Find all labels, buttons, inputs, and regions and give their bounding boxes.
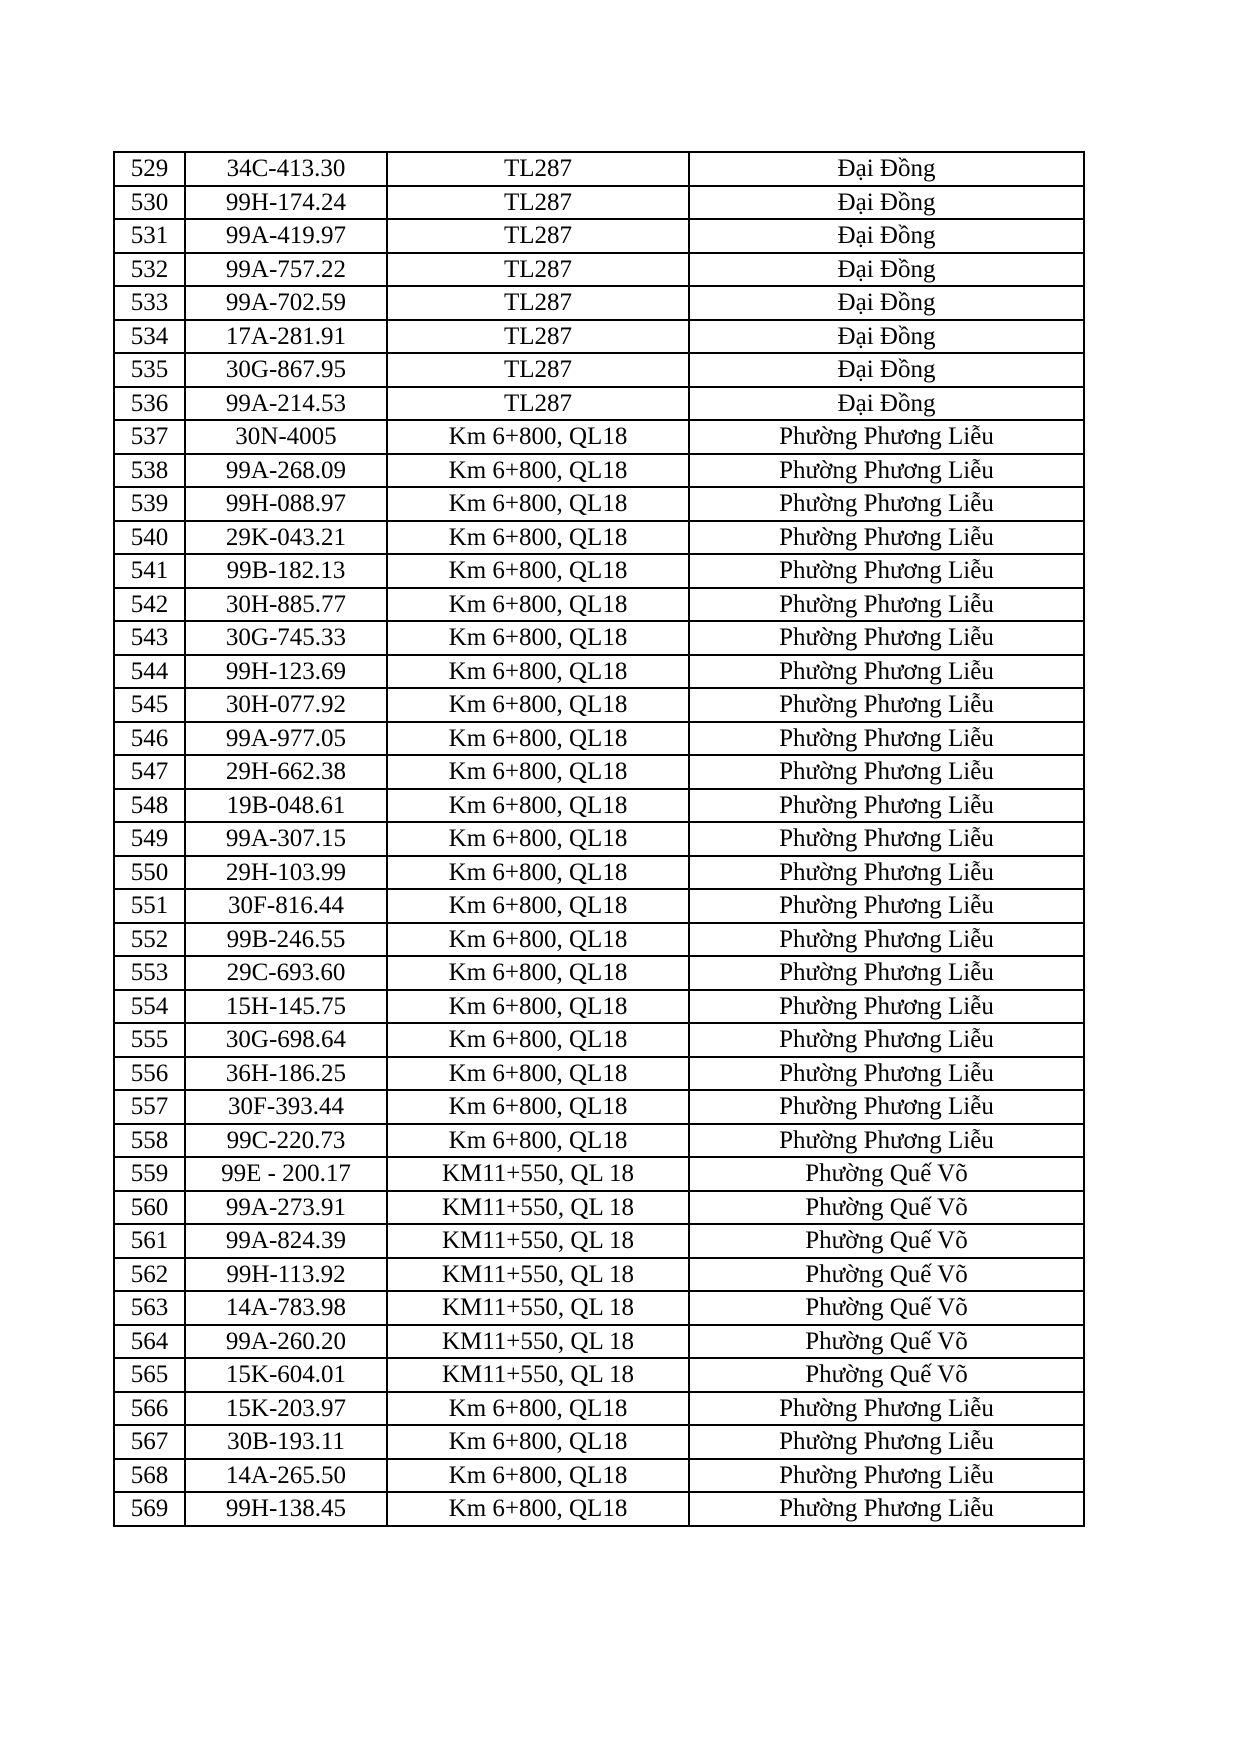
location-cell: Km 6+800, QL18 (387, 923, 689, 957)
table-row (114, 1258, 1084, 1292)
row-number-cell: 536 (114, 387, 185, 421)
table-row (114, 990, 1084, 1024)
table-row (114, 320, 1084, 354)
ward-cell: Phường Phương Liễu (689, 722, 1084, 756)
ward-cell: Phường Phương Liễu (689, 588, 1084, 622)
ward-cell: Phường Phương Liễu (689, 789, 1084, 823)
location-cell: TL287 (387, 253, 689, 287)
row-number-cell: 530 (114, 186, 185, 220)
ward-cell: Đại Đồng (689, 353, 1084, 387)
row-number-cell: 565 (114, 1358, 185, 1392)
row-number-cell: 544 (114, 655, 185, 689)
location-cell: Km 6+800, QL18 (387, 1425, 689, 1459)
license-plate-cell: 99B-182.13 (185, 554, 387, 588)
table-row (114, 1057, 1084, 1091)
ward-cell: Phường Phương Liễu (689, 1492, 1084, 1526)
license-plate-cell: 99H-138.45 (185, 1492, 387, 1526)
table-row (114, 889, 1084, 923)
license-plate-cell: 29H-662.38 (185, 755, 387, 789)
ward-cell: Phường Quế Võ (689, 1358, 1084, 1392)
row-number-cell: 548 (114, 789, 185, 823)
location-cell: KM11+550, QL 18 (387, 1258, 689, 1292)
license-plate-cell: 15H-145.75 (185, 990, 387, 1024)
ward-cell: Đại Đồng (689, 253, 1084, 287)
table-row (114, 588, 1084, 622)
table-row (114, 1358, 1084, 1392)
table-row (114, 1325, 1084, 1359)
table-row (114, 1124, 1084, 1158)
row-number-cell: 538 (114, 454, 185, 488)
table-row (114, 286, 1084, 320)
location-cell: Km 6+800, QL18 (387, 420, 689, 454)
row-number-cell: 531 (114, 219, 185, 253)
row-number-cell: 539 (114, 487, 185, 521)
location-cell: Km 6+800, QL18 (387, 1392, 689, 1426)
table-row (114, 1459, 1084, 1493)
table-row (114, 1291, 1084, 1325)
location-cell: TL287 (387, 286, 689, 320)
table-row (114, 487, 1084, 521)
row-number-cell: 545 (114, 688, 185, 722)
location-cell: TL287 (387, 152, 689, 186)
row-number-cell: 537 (114, 420, 185, 454)
ward-cell: Phường Quế Võ (689, 1325, 1084, 1359)
location-cell: Km 6+800, QL18 (387, 1057, 689, 1091)
ward-cell: Phường Phương Liễu (689, 554, 1084, 588)
row-number-cell: 569 (114, 1492, 185, 1526)
table-row (114, 621, 1084, 655)
location-cell: KM11+550, QL 18 (387, 1291, 689, 1325)
ward-cell: Phường Phương Liễu (689, 923, 1084, 957)
license-plate-cell: 99H-123.69 (185, 655, 387, 689)
location-cell: Km 6+800, QL18 (387, 722, 689, 756)
ward-cell: Đại Đồng (689, 320, 1084, 354)
ward-cell: Phường Phương Liễu (689, 822, 1084, 856)
row-number-cell: 549 (114, 822, 185, 856)
location-cell: TL287 (387, 353, 689, 387)
location-cell: Km 6+800, QL18 (387, 688, 689, 722)
ward-cell: Phường Phương Liễu (689, 956, 1084, 990)
license-plate-cell: 99A-419.97 (185, 219, 387, 253)
location-cell: TL287 (387, 186, 689, 220)
ward-cell: Đại Đồng (689, 186, 1084, 220)
license-plate-cell: 29C-693.60 (185, 956, 387, 990)
license-plate-cell: 30G-745.33 (185, 621, 387, 655)
location-cell: Km 6+800, QL18 (387, 822, 689, 856)
row-number-cell: 560 (114, 1191, 185, 1225)
license-plate-cell: 99H-088.97 (185, 487, 387, 521)
ward-cell: Phường Phương Liễu (689, 454, 1084, 488)
row-number-cell: 554 (114, 990, 185, 1024)
license-plate-cell: 14A-265.50 (185, 1459, 387, 1493)
ward-cell: Phường Phương Liễu (689, 1425, 1084, 1459)
location-cell: Km 6+800, QL18 (387, 856, 689, 890)
row-number-cell: 568 (114, 1459, 185, 1493)
row-number-cell: 535 (114, 353, 185, 387)
license-plate-cell: 30G-867.95 (185, 353, 387, 387)
row-number-cell: 547 (114, 755, 185, 789)
ward-cell: Phường Phương Liễu (689, 1392, 1084, 1426)
row-number-cell: 566 (114, 1392, 185, 1426)
table-row (114, 554, 1084, 588)
location-cell: Km 6+800, QL18 (387, 487, 689, 521)
location-cell: TL287 (387, 387, 689, 421)
ward-cell: Phường Quế Võ (689, 1224, 1084, 1258)
row-number-cell: 534 (114, 320, 185, 354)
ward-cell: Phường Phương Liễu (689, 521, 1084, 555)
license-plate-cell: 30F-393.44 (185, 1090, 387, 1124)
location-cell: Km 6+800, QL18 (387, 554, 689, 588)
license-plate-cell: 99A-268.09 (185, 454, 387, 488)
table-row (114, 353, 1084, 387)
license-plate-cell: 99H-113.92 (185, 1258, 387, 1292)
ward-cell: Đại Đồng (689, 219, 1084, 253)
ward-cell: Đại Đồng (689, 387, 1084, 421)
license-plate-cell: 99A-977.05 (185, 722, 387, 756)
row-number-cell: 533 (114, 286, 185, 320)
row-number-cell: 562 (114, 1258, 185, 1292)
table-row (114, 789, 1084, 823)
ward-cell: Phường Phương Liễu (689, 688, 1084, 722)
license-plate-cell: 17A-281.91 (185, 320, 387, 354)
table-row (114, 856, 1084, 890)
violation-table (113, 151, 1085, 1527)
location-cell: Km 6+800, QL18 (387, 521, 689, 555)
license-plate-cell: 99H-174.24 (185, 186, 387, 220)
license-plate-cell: 99A-214.53 (185, 387, 387, 421)
license-plate-cell: 36H-186.25 (185, 1057, 387, 1091)
license-plate-cell: 34C-413.30 (185, 152, 387, 186)
location-cell: Km 6+800, QL18 (387, 588, 689, 622)
table-row (114, 1392, 1084, 1426)
table-row (114, 253, 1084, 287)
location-cell: Km 6+800, QL18 (387, 454, 689, 488)
ward-cell: Phường Quế Võ (689, 1191, 1084, 1225)
location-cell: Km 6+800, QL18 (387, 621, 689, 655)
ward-cell: Phường Quế Võ (689, 1291, 1084, 1325)
license-plate-cell: 30H-077.92 (185, 688, 387, 722)
license-plate-cell: 30F-816.44 (185, 889, 387, 923)
table-row (114, 755, 1084, 789)
location-cell: TL287 (387, 219, 689, 253)
ward-cell: Phường Phương Liễu (689, 1090, 1084, 1124)
license-plate-cell: 30H-885.77 (185, 588, 387, 622)
row-number-cell: 532 (114, 253, 185, 287)
ward-cell: Đại Đồng (689, 152, 1084, 186)
license-plate-cell: 14A-783.98 (185, 1291, 387, 1325)
ward-cell: Phường Phương Liễu (689, 420, 1084, 454)
location-cell: KM11+550, QL 18 (387, 1191, 689, 1225)
row-number-cell: 561 (114, 1224, 185, 1258)
location-cell: KM11+550, QL 18 (387, 1358, 689, 1392)
row-number-cell: 542 (114, 588, 185, 622)
license-plate-cell: 30N-4005 (185, 420, 387, 454)
license-plate-cell: 99B-246.55 (185, 923, 387, 957)
license-plate-cell: 15K-203.97 (185, 1392, 387, 1426)
row-number-cell: 555 (114, 1023, 185, 1057)
ward-cell: Phường Phương Liễu (689, 889, 1084, 923)
table-row (114, 1191, 1084, 1225)
license-plate-cell: 99A-702.59 (185, 286, 387, 320)
ward-cell: Phường Quế Võ (689, 1258, 1084, 1292)
ward-cell: Phường Phương Liễu (689, 1023, 1084, 1057)
license-plate-cell: 99C-220.73 (185, 1124, 387, 1158)
location-cell: Km 6+800, QL18 (387, 755, 689, 789)
license-plate-cell: 99A-260.20 (185, 1325, 387, 1359)
row-number-cell: 551 (114, 889, 185, 923)
table-row (114, 822, 1084, 856)
license-plate-cell: 19B-048.61 (185, 789, 387, 823)
location-cell: Km 6+800, QL18 (387, 1492, 689, 1526)
location-cell: TL287 (387, 320, 689, 354)
table-row (114, 521, 1084, 555)
location-cell: KM11+550, QL 18 (387, 1325, 689, 1359)
location-cell: Km 6+800, QL18 (387, 990, 689, 1024)
location-cell: Km 6+800, QL18 (387, 789, 689, 823)
table-row (114, 1090, 1084, 1124)
row-number-cell: 559 (114, 1157, 185, 1191)
row-number-cell: 553 (114, 956, 185, 990)
table-row (114, 1492, 1084, 1526)
license-plate-cell: 99A-824.39 (185, 1224, 387, 1258)
license-plate-cell: 99A-307.15 (185, 822, 387, 856)
row-number-cell: 556 (114, 1057, 185, 1091)
row-number-cell: 529 (114, 152, 185, 186)
location-cell: Km 6+800, QL18 (387, 1459, 689, 1493)
table-row (114, 722, 1084, 756)
row-number-cell: 567 (114, 1425, 185, 1459)
license-plate-cell: 99A-757.22 (185, 253, 387, 287)
row-number-cell: 552 (114, 923, 185, 957)
row-number-cell: 546 (114, 722, 185, 756)
license-plate-cell: 30G-698.64 (185, 1023, 387, 1057)
license-plate-cell: 99E - 200.17 (185, 1157, 387, 1191)
location-cell: Km 6+800, QL18 (387, 1090, 689, 1124)
ward-cell: Đại Đồng (689, 286, 1084, 320)
row-number-cell: 557 (114, 1090, 185, 1124)
table-row (114, 152, 1084, 186)
ward-cell: Phường Phương Liễu (689, 1057, 1084, 1091)
ward-cell: Phường Quế Võ (689, 1157, 1084, 1191)
license-plate-cell: 15K-604.01 (185, 1358, 387, 1392)
location-cell: Km 6+800, QL18 (387, 1124, 689, 1158)
table-row (114, 1224, 1084, 1258)
ward-cell: Phường Phương Liễu (689, 856, 1084, 890)
table-row (114, 420, 1084, 454)
location-cell: Km 6+800, QL18 (387, 956, 689, 990)
row-number-cell: 563 (114, 1291, 185, 1325)
table-row (114, 1157, 1084, 1191)
table-row (114, 956, 1084, 990)
table-row (114, 1023, 1084, 1057)
ward-cell: Phường Phương Liễu (689, 487, 1084, 521)
table-body (114, 152, 1084, 1526)
ward-cell: Phường Phương Liễu (689, 1124, 1084, 1158)
table-row (114, 1425, 1084, 1459)
license-plate-cell: 29K-043.21 (185, 521, 387, 555)
row-number-cell: 543 (114, 621, 185, 655)
table-row (114, 387, 1084, 421)
table-row (114, 688, 1084, 722)
ward-cell: Phường Phương Liễu (689, 755, 1084, 789)
location-cell: Km 6+800, QL18 (387, 1023, 689, 1057)
license-plate-cell: 30B-193.11 (185, 1425, 387, 1459)
table-row (114, 655, 1084, 689)
row-number-cell: 558 (114, 1124, 185, 1158)
ward-cell: Phường Phương Liễu (689, 1459, 1084, 1493)
table-row (114, 923, 1084, 957)
location-cell: Km 6+800, QL18 (387, 889, 689, 923)
row-number-cell: 541 (114, 554, 185, 588)
ward-cell: Phường Phương Liễu (689, 655, 1084, 689)
table-row (114, 454, 1084, 488)
location-cell: Km 6+800, QL18 (387, 655, 689, 689)
license-plate-cell: 99A-273.91 (185, 1191, 387, 1225)
table-row (114, 186, 1084, 220)
license-plate-cell: 29H-103.99 (185, 856, 387, 890)
row-number-cell: 564 (114, 1325, 185, 1359)
location-cell: KM11+550, QL 18 (387, 1157, 689, 1191)
location-cell: KM11+550, QL 18 (387, 1224, 689, 1258)
row-number-cell: 550 (114, 856, 185, 890)
table-row (114, 219, 1084, 253)
ward-cell: Phường Phương Liễu (689, 621, 1084, 655)
ward-cell: Phường Phương Liễu (689, 990, 1084, 1024)
row-number-cell: 540 (114, 521, 185, 555)
